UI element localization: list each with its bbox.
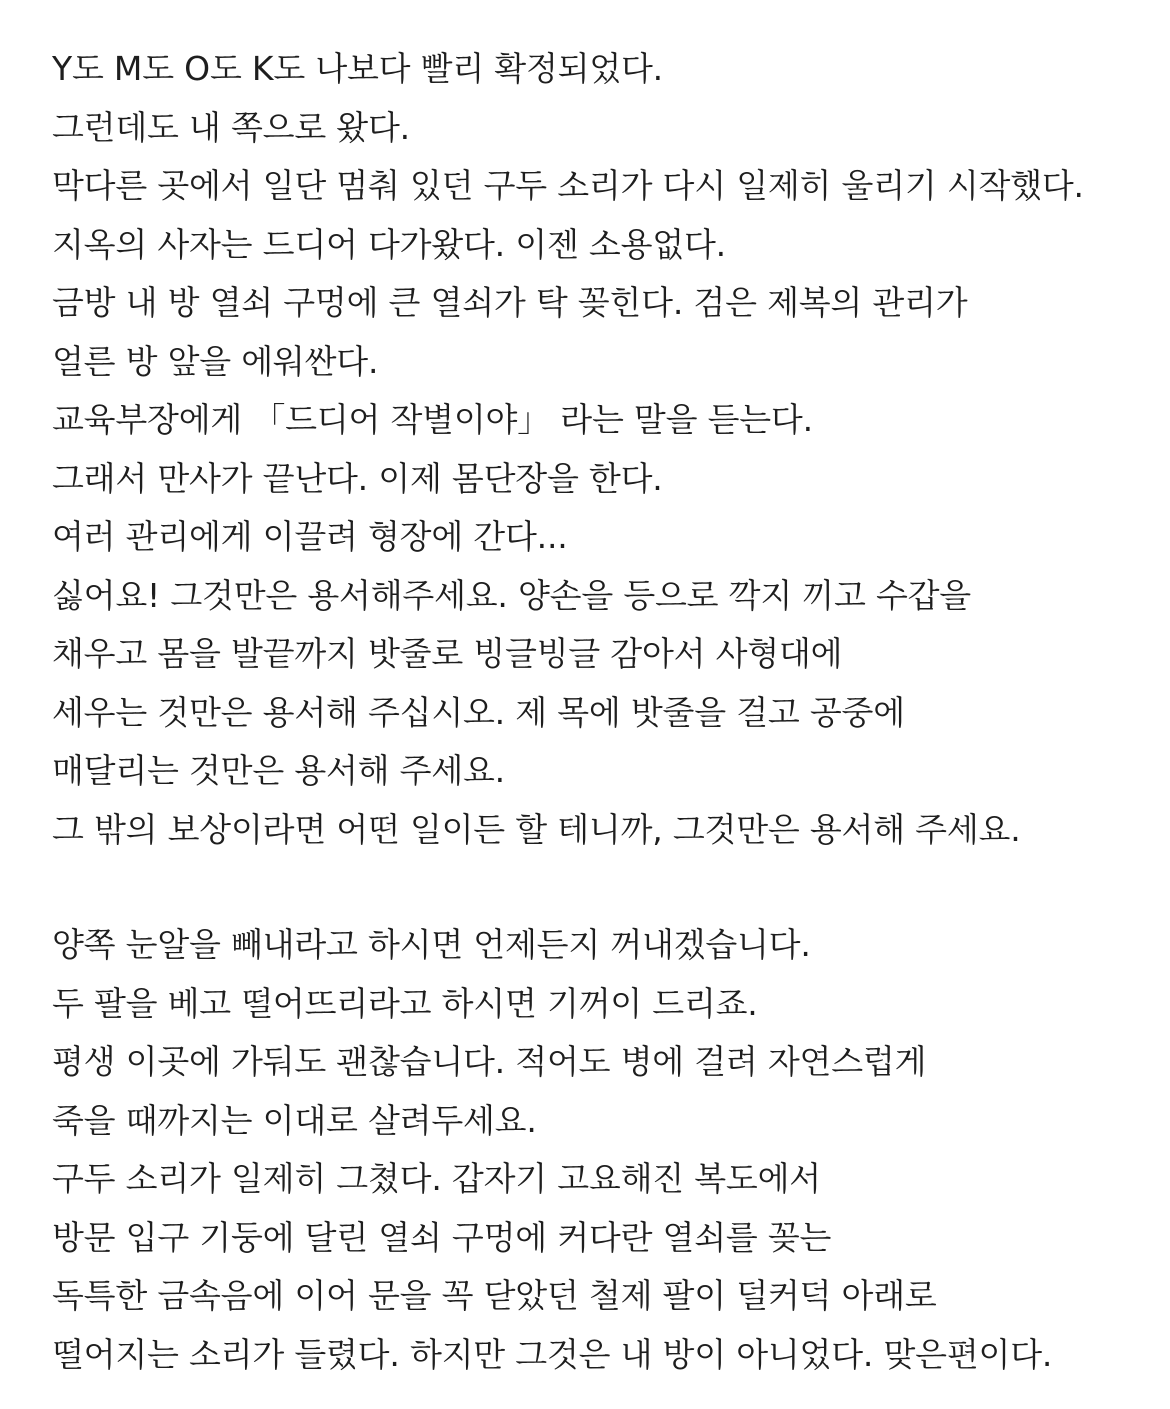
text-line: 평생 이곳에 가둬도 괜찮습니다. 적어도 병에 걸려 자연스럽게 — [52, 1042, 927, 1081]
text-line: 방문 입구 기둥에 달린 열쇠 구멍에 커다란 열쇠를 꽂는 — [52, 1217, 832, 1257]
text-line: 두 팔을 베고 떨어뜨리라고 하시면 기꺼이 드리죠. — [52, 983, 758, 1023]
text-line: 교육부장에게 「드디어 작별이야」 라는 말을 듣는다. — [52, 400, 813, 439]
text-line: 죽을 때까지는 이대로 살려두세요. — [52, 1100, 537, 1140]
text-line: 채우고 몸을 발끝까지 밧줄로 빙글빙글 감아서 사형대에 — [52, 634, 843, 673]
paragraph-2 — [52, 916, 1152, 1384]
text-line: 양쪽 눈알을 빼내라고 하시면 언제든지 꺼내겠습니다. — [52, 925, 811, 964]
text-line: 세우는 것만은 용서해 주십시오. 제 목에 밧줄을 걸고 공중에 — [52, 692, 905, 732]
text-line: 지옥의 사자는 드디어 다가왔다. 이젠 소용없다. — [52, 224, 726, 264]
text-line: 구두 소리가 일제히 그쳤다. 갑자기 고요해진 복도에서 — [52, 1159, 821, 1198]
text-line: Y도 M도 O도 K도 나보다 빨리 확정되었다. — [52, 49, 663, 88]
text-line: 그래서 만사가 끝난다. 이제 몸단장을 한다. — [52, 458, 663, 498]
text-line: 얼른 방 앞을 에워싼다. — [52, 341, 379, 381]
text-line: 싫어요! 그것만은 용서해주세요. 양손을 등으로 깍지 끼고 수갑을 — [52, 575, 971, 615]
text-line: 그런데도 내 쪽으로 왔다. — [52, 107, 410, 147]
text-line: 매달리는 것만은 용서해 주세요. — [52, 751, 505, 790]
text-line: 독특한 금속음에 이어 문을 꼭 닫았던 철제 팔이 덜커덕 아래로 — [52, 1276, 937, 1315]
text-line: 떨어지는 소리가 들렸다. 하지만 그것은 내 방이 아니었다. 맞은편이다. — [52, 1334, 1053, 1374]
text-line: 여러 관리에게 이끌려 형장에 간다... — [52, 517, 568, 556]
text-line: 그 밖의 보상이라면 어떤 일이든 할 테니까, 그것만은 용서해 주세요. — [52, 809, 1021, 849]
text-line: 막다른 곳에서 일단 멈춰 있던 구두 소리가 다시 일제히 울리기 시작했다. — [52, 166, 1084, 205]
text-line: 금방 내 방 열쇠 구멍에 큰 열쇠가 탁 꽂힌다. 검은 제복의 관리가 — [52, 283, 968, 322]
paragraph-1 — [52, 40, 1152, 859]
